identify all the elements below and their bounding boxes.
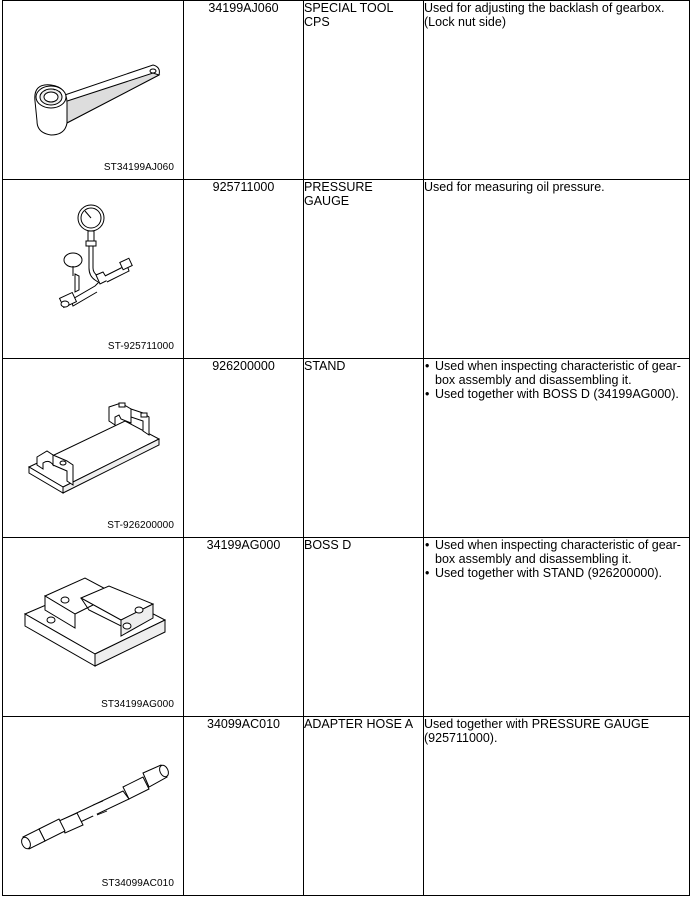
tool-image-code: ST-926200000: [107, 520, 174, 531]
adapter-hose-icon: [3, 717, 184, 896]
table-row: [3, 717, 690, 896]
tool-number: 926200000: [184, 359, 304, 538]
table-row: [3, 538, 690, 717]
tool-illustration-cell: [3, 359, 184, 538]
tool-name: BOSS D: [304, 538, 352, 552]
list-item: • Used when inspecting characteristic of gear-box assembly and disassembling it.: [424, 359, 689, 387]
list-item: • Used when inspecting characteristic of gear-box assembly and disassembling it.: [424, 538, 689, 566]
tool-number: 34199AJ060: [184, 1, 304, 180]
tool-image-code: ST34099AC010: [101, 878, 174, 889]
list-item: • Used together with STAND (926200000).: [424, 566, 689, 580]
tool-illustration-cell: [3, 1, 184, 180]
tool-illustration-cell: [3, 717, 184, 896]
tool-description: Used for measuring oil pressure.: [424, 180, 605, 194]
tool-name: STAND: [304, 359, 346, 373]
tool-description-list: [424, 359, 689, 401]
tool-number: 925711000: [184, 180, 304, 359]
tool-image-code: ST34199AJ060: [103, 162, 174, 173]
pressure-gauge-icon: [3, 180, 184, 359]
tool-illustration-cell: [3, 180, 184, 359]
tool-name: SPECIAL TOOL CPS: [304, 1, 394, 29]
tool-number: 34199AG000: [184, 538, 304, 717]
boss-block-icon: [3, 538, 184, 717]
tool-number: 34099AC010: [184, 717, 304, 896]
table-row: [3, 359, 690, 538]
tool-name: ADAPTER HOSE A: [304, 717, 414, 731]
tool-description-list: [424, 538, 689, 580]
stand-icon: [3, 359, 184, 538]
table-row: [3, 1, 690, 180]
tool-illustration-cell: [3, 538, 184, 717]
list-item: • Used together with BOSS D (34199AG000).: [424, 387, 689, 401]
tool-image-code: ST-925711000: [107, 341, 174, 352]
tool-description: Used together with PRESSURE GAUGE (925711000).: [424, 717, 650, 745]
cps-wrench-icon: [3, 1, 184, 180]
tool-image-code: ST34199AG000: [101, 699, 174, 710]
tool-name: PRESSURE GAUGE: [304, 180, 373, 208]
special-tools-table: [2, 0, 690, 896]
table-row: [3, 180, 690, 359]
tool-description: Used for adjusting the backlash of gearbox. (Lock nut side): [424, 1, 665, 29]
